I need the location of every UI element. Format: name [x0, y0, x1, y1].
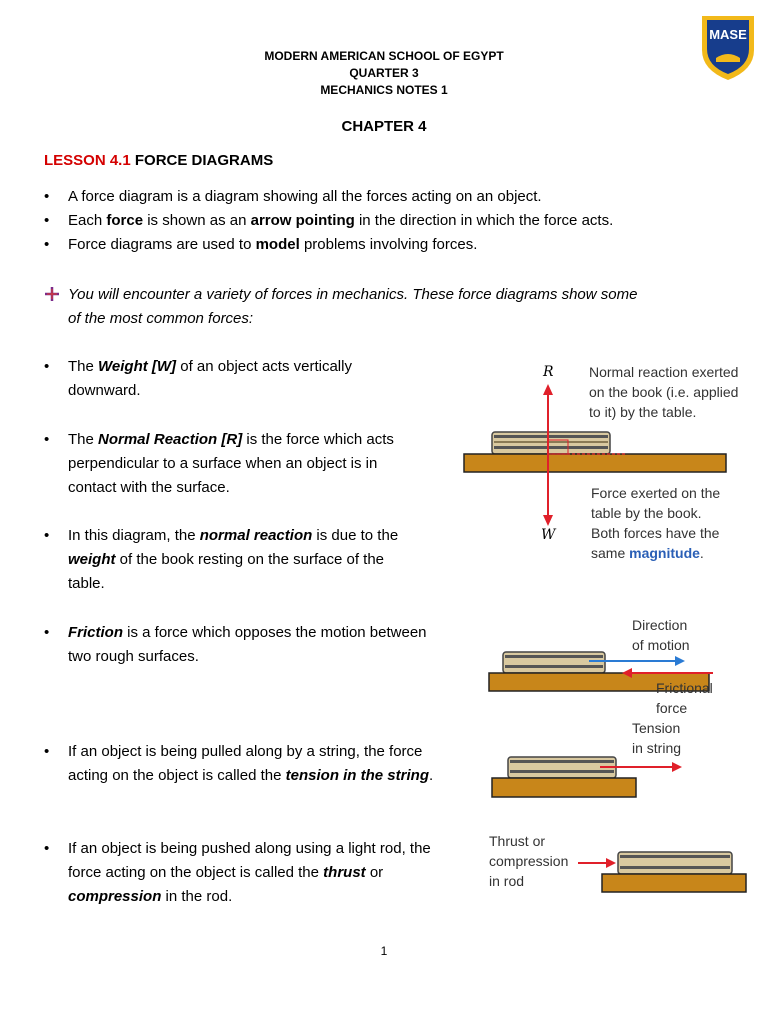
tension-diagram: [488, 717, 738, 807]
force-on-table-caption: Force exerted on the table by the book. Both forces have the same magnitude.: [591, 485, 721, 561]
list-item: • Each force is shown as an arrow pointing in the direction in which the force acts.: [44, 212, 614, 229]
quarter: QUARTER 3: [349, 66, 419, 80]
normal-reaction-label: R: [543, 364, 554, 380]
direction-of-motion-caption: Direction of motion: [632, 617, 690, 653]
tension-caption: Tension in string: [632, 720, 682, 756]
thrust-caption: Thrust or compression in rod: [489, 833, 569, 889]
school-name: MODERN AMERICAN SCHOOL OF EGYPT: [264, 49, 504, 63]
list-item: • If an object is being pushed along using a light rod, the force acting on the object is called the thrust or compression in the rod.: [44, 840, 431, 905]
thrust-diagram: [486, 830, 756, 900]
list-item: • Force diagrams are used to model problems involving forces.: [44, 236, 478, 253]
notes-title: MECHANICS NOTES 1: [320, 83, 448, 97]
list-item: • The Normal Reaction [R] is the force which acts perpendicular to a surface when an object is in contact with the surface.: [44, 431, 394, 496]
note-paragraph: You will encounter a variety of forces in mechanics. These force diagrams show some of the most common forces:: [44, 283, 724, 331]
star-bullet-icon: [44, 286, 60, 302]
list-item: • A force diagram is a diagram showing all the forces acting on an object.: [44, 188, 542, 205]
normal-reaction-caption: Normal reaction exerted on the book (i.e. applied to it) by the table.: [589, 364, 739, 420]
list-item: • In this diagram, the normal reaction is due to the weight of the book resting on the surface of the table.: [44, 527, 399, 592]
weight-label: W: [541, 527, 556, 543]
lesson-number: LESSON 4.1: [44, 152, 131, 169]
lesson-title: FORCE DIAGRAMS: [134, 152, 274, 169]
normal-reaction-diagram: [460, 360, 760, 570]
list-item: • Friction is a force which opposes the motion between two rough surfaces.: [44, 624, 427, 665]
page-number: 1: [380, 944, 388, 958]
frictional-force-caption: Frictional force: [656, 680, 713, 716]
list-item: • If an object is being pulled along by a string, the force acting on the object is called the tension in the string.: [44, 743, 434, 784]
lesson-heading: [44, 152, 273, 169]
list-item: • The Weight [W] of an object acts vertically downward.: [44, 358, 352, 399]
chapter-heading: CHAPTER 4: [341, 118, 427, 135]
logo-text: MASE: [709, 27, 747, 42]
friction-diagram: [485, 615, 745, 725]
tension-figure: [488, 717, 738, 807]
